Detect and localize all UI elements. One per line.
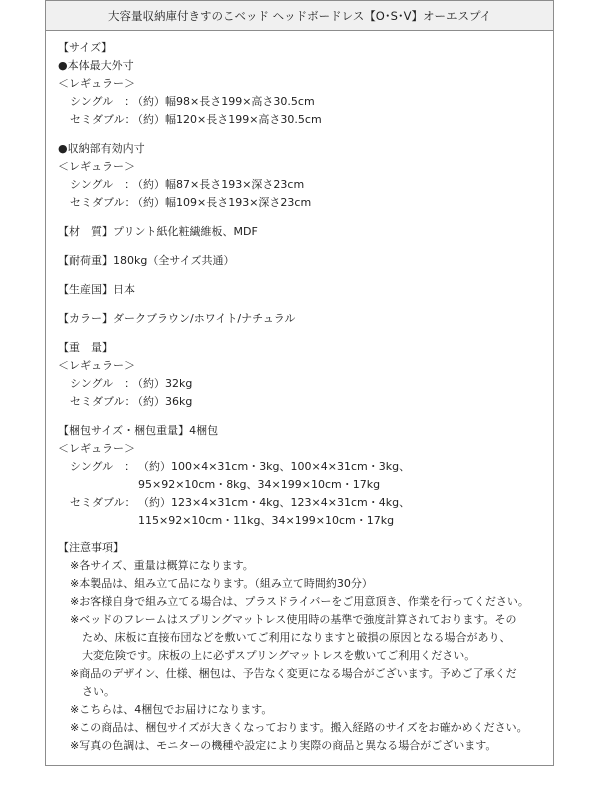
note-item-continued: 大変危険です。床板の上に必ずスプリングマットレスを敷いてご利用ください。 xyxy=(82,649,476,662)
spec-body xyxy=(58,39,549,755)
outer-row-semidouble xyxy=(58,111,549,129)
row-value: （約）36kg xyxy=(132,395,193,408)
note-item: ※ベッドのフレームはスプリングマットレス使用時の基準で強度計算されております。その xyxy=(70,613,517,626)
load-capacity-line: 【耐荷重】180kg（全サイズ共通） xyxy=(58,254,235,267)
note-item: ※こちらは、4梱包でお届けになります。 xyxy=(70,703,273,716)
spec-table xyxy=(45,0,554,766)
note-item: ※この商品は、梱包サイズが大きくなっております。搬入経路のサイズをお確かめください。 xyxy=(70,721,528,734)
row-label: シングル ： xyxy=(70,460,136,473)
notes-list xyxy=(58,557,549,755)
row-value: （約）123×4×31cm・4kg、123×4×31cm・4kg、 xyxy=(138,496,411,509)
note-item: ※お客様自身で組み立てる場合は、プラスドライバーをご用意頂き、作業を行ってください。 xyxy=(70,595,529,608)
note-item-continued: さい。 xyxy=(82,685,115,698)
storage-regular-label: ＜レギュラー＞ xyxy=(58,160,135,173)
row-value: （約）幅120×長さ199×高さ30.5cm xyxy=(132,113,322,126)
weight-row-single xyxy=(58,375,549,393)
outer-regular-label: ＜レギュラー＞ xyxy=(58,77,135,90)
note-item: ※本製品は、組み立て品になります。（組み立て時間約30分） xyxy=(70,577,373,590)
outer-dimensions-heading: ●本体最大外寸 xyxy=(58,59,134,72)
package-row-semidouble xyxy=(58,494,549,512)
weight-row-semidouble xyxy=(58,393,549,411)
note-item: ※商品のデザイン、仕様、梱包は、予告なく変更になる場合がございます。予めご了承くだ xyxy=(70,667,517,680)
row-value: （約）100×4×31cm・3kg、100×4×31cm・3kg、 xyxy=(138,460,411,473)
storage-row-semidouble xyxy=(58,194,549,212)
outer-row-single xyxy=(58,93,549,111)
row-value: （約）幅98×長さ199×高さ30.5cm xyxy=(132,95,315,108)
row-label: シングル ： xyxy=(70,178,136,191)
note-item-continued: ため、床板に直接布団などを敷いてご利用になりますと破損の原因となる場合があり、 xyxy=(82,631,511,644)
row-label: セミダブル： xyxy=(70,496,136,509)
note-item: ※各サイズ、重量は概算になります。 xyxy=(70,559,254,572)
note-item: ※写真の色調は、モニターの機種や設定により実際の商品と異なる場合がございます。 xyxy=(70,739,497,752)
row-value: （約）幅109×長さ193×深さ23cm xyxy=(132,196,312,209)
row-label: シングル ： xyxy=(70,95,136,108)
package-row-single-continued: 95×92×10cm・8kg、34×199×10cm・17kg xyxy=(138,478,381,491)
notes-heading: 【注意事項】 xyxy=(58,541,124,554)
size-heading: 【サイズ】 xyxy=(58,41,113,54)
package-heading: 【梱包サイズ・梱包重量】4梱包 xyxy=(58,424,219,437)
row-label: セミダブル： xyxy=(70,395,136,408)
weight-heading: 【重 量】 xyxy=(58,341,113,354)
color-line: 【カラー】ダークブラウン/ホワイト/ナチュラル xyxy=(58,312,296,325)
row-value: （約）幅87×長さ193×深さ23cm xyxy=(132,178,305,191)
weight-regular-label: ＜レギュラー＞ xyxy=(58,359,135,372)
origin-line: 【生産国】日本 xyxy=(58,283,135,296)
row-label: シングル ： xyxy=(70,377,136,390)
product-title: 大容量収納庫付きすのこベッド ヘッドボードレス【O･S･V】オーエスプイ xyxy=(46,1,553,31)
package-row-single xyxy=(58,458,549,476)
package-regular-label: ＜レギュラー＞ xyxy=(58,442,135,455)
row-label: セミダブル： xyxy=(70,113,136,126)
storage-dimensions-heading: ●収納部有効内寸 xyxy=(58,142,145,155)
material-line: 【材 質】プリント紙化粧繊維板、MDF xyxy=(58,225,258,238)
row-label: セミダブル： xyxy=(70,196,136,209)
row-value: （約）32kg xyxy=(132,377,193,390)
storage-row-single xyxy=(58,176,549,194)
package-row-semidouble-continued: 115×92×10cm・11kg、34×199×10cm・17kg xyxy=(138,514,395,527)
